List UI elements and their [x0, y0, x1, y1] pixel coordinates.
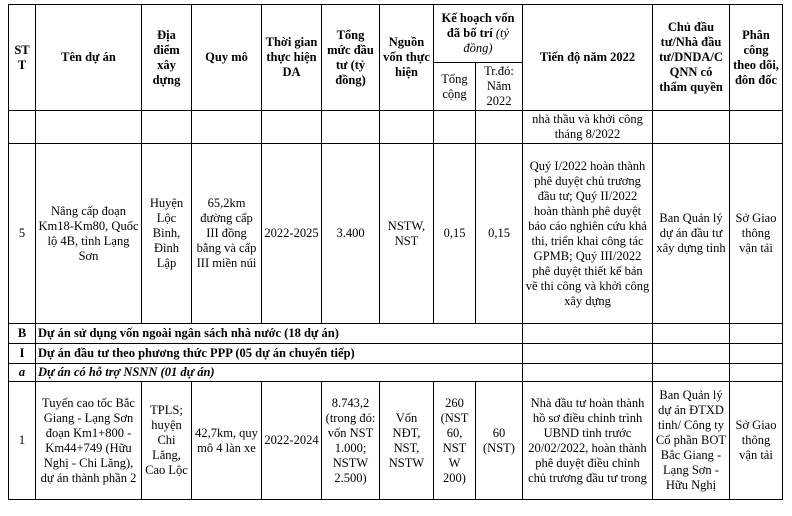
section-a-title: Dự án có hỗ trợ NSNN (01 dự án) — [36, 364, 523, 382]
header-progress-2022: Tiến độ năm 2022 — [523, 5, 653, 111]
row1-plan-2022: 60 (NST) — [476, 382, 523, 500]
header-assignment: Phân công theo dõi, đôn đốc — [730, 5, 783, 111]
project-table — [8, 4, 783, 500]
section-row-b — [9, 324, 783, 344]
section-i-label: I — [9, 344, 36, 364]
row5-plan-2022: 0,15 — [476, 144, 523, 324]
header-capital-plan-label: Kế hoạch vốn đã bố trí — [441, 11, 515, 40]
row1-plan-total: 260 (NST 60, NST W 200) — [434, 382, 476, 500]
header-location: Địa điểm xây dựng — [142, 5, 192, 111]
row5-duration: 2022-2025 — [262, 144, 322, 324]
header-total-investment: Tổng mức đầu tư (tỷ đồng) — [322, 5, 380, 111]
section-row-i — [9, 344, 783, 364]
header-investor: Chủ đầu tư/Nhà đầu tư/DNDA/CQNN có thẩm quyền — [653, 5, 730, 111]
row5-scale: 65,2km đường cấp III đồng bằng và cấp III miền núi — [192, 144, 262, 324]
header-capital-plan-unit: (tỷ đồng) — [463, 26, 510, 55]
header-total: Tổng cộng — [434, 63, 476, 111]
header-stt: STT — [9, 5, 36, 111]
continuation-progress: nhà thầu và khởi công tháng 8/2022 — [523, 111, 653, 144]
row1-investor: Ban Quản lý dự án ĐTXD tỉnh/ Công ty Cổ phần BOT Bắc Giang - Lạng Sơn - Hữu Nghị — [653, 382, 730, 500]
row5-assignment: Sở Giao thông vận tải — [730, 144, 783, 324]
header-row — [9, 5, 783, 63]
row1-assignment: Sở Giao thông vận tải — [730, 382, 783, 500]
section-row-a — [9, 364, 783, 382]
section-a-label: a — [9, 364, 36, 382]
row1-duration: 2022-2024 — [262, 382, 322, 500]
row1-total-investment: 8.743,2 (trong đó: vốn NST 1.000; NSTW 2.500) — [322, 382, 380, 500]
row1-name: Tuyến cao tốc Bắc Giang - Lạng Sơn đoạn Km1+800 - Km44+749 (Hữu Nghị - Chi Lăng), dự án thành phần 2 — [36, 382, 142, 500]
header-duration: Thời gian thực hiện DA — [262, 5, 322, 111]
section-i-title: Dự án đầu tư theo phương thức PPP (05 dự án chuyển tiếp) — [36, 344, 523, 364]
header-year-2022: Tr.đó: Năm 2022 — [476, 63, 523, 111]
row5-funding: NSTW, NST — [380, 144, 434, 324]
row1-funding: Vốn NĐT, NST, NSTW — [380, 382, 434, 500]
row5-total-investment: 3.400 — [322, 144, 380, 324]
row5-progress: Quý I/2022 hoàn thành phê duyệt chủ trương đầu tư; Quý II/2022 hoàn thành phê duyệt báo cáo nghiên cứu khả thi, triển khai công tác GPMB; Quý III/2022 phê duyệt thiết kế bản vẽ thi công và khởi công xây dựng — [523, 144, 653, 324]
row1-stt: 1 — [9, 382, 36, 500]
row5-name: Nâng cấp đoạn Km18-Km80, Quốc lộ 4B, tỉnh Lạng Sơn — [36, 144, 142, 324]
header-funding-source: Nguồn vốn thực hiện — [380, 5, 434, 111]
table-row — [9, 382, 783, 500]
header-capital-plan — [434, 5, 523, 63]
table-row — [9, 144, 783, 324]
header-project-name: Tên dự án — [36, 5, 142, 111]
row1-progress: Nhà đầu tư hoàn thành hồ sơ điều chỉnh trình UBND tỉnh trước 20/02/2022, hoàn thành phê duyệt điều chỉnh chủ trương đầu tư trong — [523, 382, 653, 500]
row5-location: Huyện Lộc Bình, Đình Lập — [142, 144, 192, 324]
section-b-title: Dự án sử dụng vốn ngoài ngân sách nhà nước (18 dự án) — [36, 324, 523, 344]
section-b-label: B — [9, 324, 36, 344]
row1-scale: 42,7km, quy mô 4 làn xe — [192, 382, 262, 500]
row5-plan-total: 0,15 — [434, 144, 476, 324]
row5-stt: 5 — [9, 144, 36, 324]
continuation-row — [9, 111, 783, 144]
row5-investor: Ban Quản lý dự án đầu tư xây dựng tỉnh — [653, 144, 730, 324]
row1-location: TPLS; huyện Chi Lăng, Cao Lộc — [142, 382, 192, 500]
header-scale: Quy mô — [192, 5, 262, 111]
